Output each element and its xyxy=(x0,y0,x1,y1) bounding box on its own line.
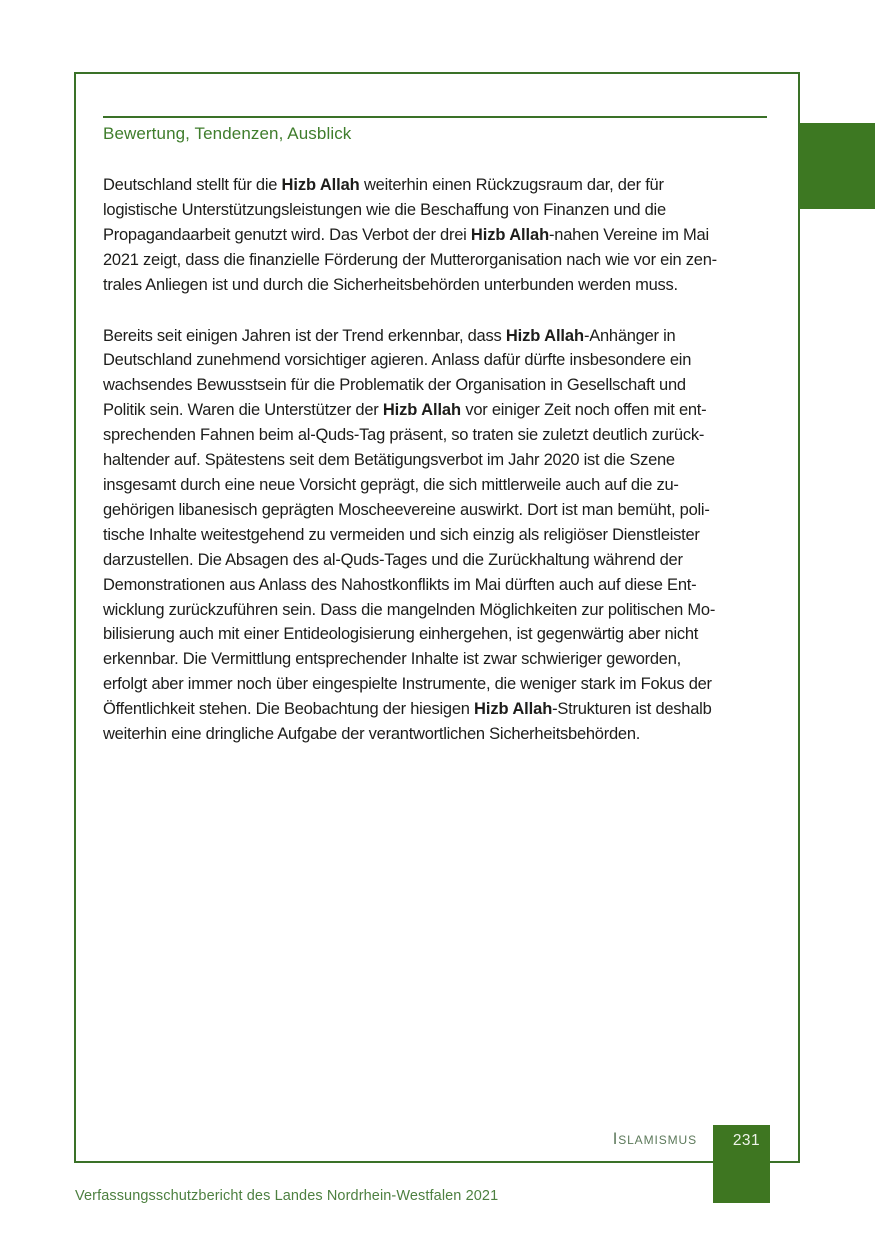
text-line: Politik sein. Waren die Unterstützer der Hizb Allah vor einiger Zeit noch offen mit ent- xyxy=(103,401,707,420)
report-title: Verfassungsschutzbericht des Landes Nordrhein-Westfalen 2021 xyxy=(75,1188,499,1204)
text-line: Demonstrationen aus Anlass des Nahostkonflikts im Mai dürften auch auf diese Ent- xyxy=(103,575,697,594)
text-line: Öffentlichkeit stehen. Die Beobachtung der hiesigen Hizb Allah-Strukturen ist deshalb xyxy=(103,700,712,719)
text-line: darzustellen. Die Absagen des al-Quds-Tages und die Zurückhaltung während der xyxy=(103,550,683,569)
text-line: Deutschland zunehmend vorsichtiger agieren. Anlass dafür dürfte insbesondere ein xyxy=(103,351,692,370)
text-line: bilisierung auch mit einer Entideologisierung einhergehen, ist gegenwärtig aber nicht xyxy=(103,625,699,644)
text-line: trales Anliegen ist und durch die Sicherheitsbehörden unterbunden werden muss. xyxy=(103,275,678,294)
text-line: logistische Unterstützungsleistungen wie die Beschaffung von Finanzen und die xyxy=(103,200,666,219)
text-line: wicklung zurückzuführen sein. Dass die mangelnden Möglichkeiten zur politischen Mo- xyxy=(103,600,716,619)
text-line: Propagandaarbeit genutzt wird. Das Verbot der drei Hizb Allah-nahen Vereine im Mai xyxy=(103,225,709,244)
body-text xyxy=(103,173,773,773)
section-heading: Bewertung, Tendenzen, Ausblick xyxy=(103,124,352,143)
page-number-box xyxy=(713,1125,770,1203)
text-line: gehörigen libanesisch geprägten Moscheevereine auswirkt. Dort ist man bemüht, poli- xyxy=(103,500,710,519)
text-line: Deutschland stellt für die Hizb Allah weiterhin einen Rückzugsraum dar, der für xyxy=(103,176,664,194)
text-line: tische Inhalte weitestgehend zu vermeiden und sich einzig als religiöser Dienstleister xyxy=(103,525,700,544)
page-number: 231 xyxy=(732,1132,761,1149)
chapter-label: Islamismus xyxy=(612,1130,697,1148)
paragraph xyxy=(103,173,773,298)
text-line: haltender auf. Spätestens seit dem Betätigungsverbot im Jahr 2020 ist die Szene xyxy=(103,451,675,470)
text-line: Bereits seit einigen Jahren ist der Trend erkennbar, dass Hizb Allah-Anhänger in xyxy=(103,326,676,345)
text-line: sprechenden Fahnen beim al-Quds-Tag präsent, so traten sie zuletzt deutlich zurück- xyxy=(103,426,705,445)
section-divider-rule xyxy=(103,116,767,118)
paragraph xyxy=(103,324,773,747)
text-line: erkennbar. Die Vermittlung entsprechender Inhalte ist zwar schwieriger geworden, xyxy=(103,650,681,669)
text-line: weiterhin eine dringliche Aufgabe der verantwortlichen Sicherheitsbehörden. xyxy=(103,725,641,744)
text-line: erfolgt aber immer noch über eingespielte Instrumente, die weniger stark im Fokus der xyxy=(103,675,712,694)
text-line: 2021 zeigt, dass die finanzielle Förderung der Mutterorganisation nach wie vor ein zen- xyxy=(103,250,717,269)
chapter-side-tab xyxy=(799,123,875,209)
text-line: insgesamt durch eine neue Vorsicht geprägt, die sich mittlerweile auch auf die zu- xyxy=(103,475,679,494)
text-line: wachsendes Bewusstsein für die Problematik der Organisation in Gesellschaft und xyxy=(103,376,686,395)
